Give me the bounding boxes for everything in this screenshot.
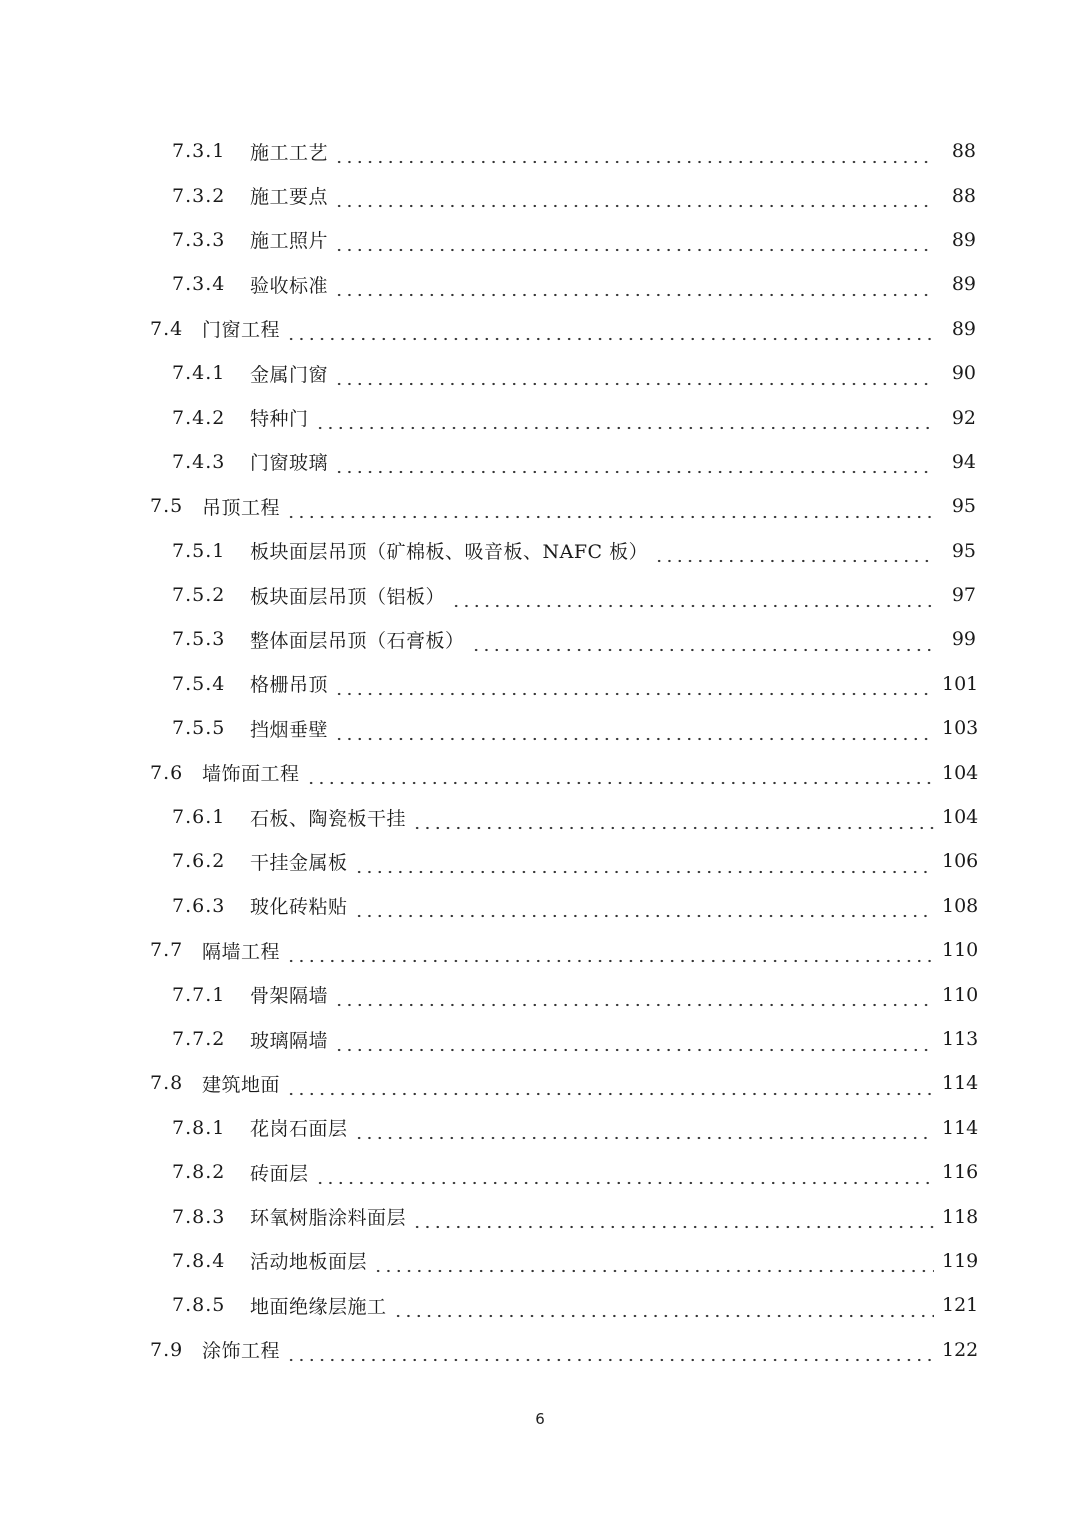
toc-entry[interactable] — [0, 307, 1080, 351]
toc-entry[interactable] — [0, 706, 1080, 750]
toc-entry-title: 金属门窗 — [250, 363, 329, 386]
toc-dot-leader — [334, 455, 934, 474]
toc-entry-number: 7.4.1 — [172, 362, 226, 385]
toc-entry-page: 114 — [942, 1116, 979, 1139]
toc-entry[interactable] — [0, 839, 1080, 883]
toc-entry-number: 7.9 — [150, 1338, 184, 1361]
toc-entry-number: 7.8.2 — [172, 1161, 226, 1184]
toc-dot-leader — [334, 278, 934, 297]
toc-dot-leader — [451, 589, 934, 608]
toc-dot-leader — [334, 677, 934, 696]
toc-dot-leader — [334, 189, 934, 208]
toc-entry-number: 7.6 — [150, 761, 184, 784]
toc-entry-page: 88 — [951, 140, 976, 163]
toc-entry[interactable] — [0, 1061, 1080, 1105]
toc-entry-title: 整体面层吊顶（石膏板） — [250, 629, 465, 652]
toc-entry-title: 玻化砖粘贴 — [250, 896, 348, 919]
toc-dot-leader — [334, 988, 934, 1007]
toc-entry[interactable] — [0, 1150, 1080, 1194]
toc-entry-page: 104 — [942, 761, 979, 784]
toc-entry-number: 7.5.4 — [172, 672, 226, 695]
toc-entry[interactable] — [0, 1017, 1080, 1061]
toc-entry-number: 7.3.3 — [172, 228, 226, 251]
toc-entry[interactable] — [0, 662, 1080, 706]
page-number: 6 — [535, 1410, 545, 1428]
toc-entry-number: 7.4.3 — [172, 450, 226, 473]
toc-entry[interactable] — [0, 395, 1080, 439]
table-of-contents — [0, 129, 1080, 1372]
toc-entry[interactable] — [0, 1106, 1080, 1150]
toc-entry-page: 95 — [951, 539, 976, 562]
toc-entry-number: 7.5.3 — [172, 628, 226, 651]
toc-dot-leader — [306, 766, 934, 785]
toc-entry-page: 121 — [942, 1294, 979, 1317]
toc-entry-page: 90 — [951, 362, 976, 385]
toc-entry-page: 103 — [942, 717, 979, 740]
toc-dot-leader — [412, 1210, 934, 1229]
toc-entry-number: 7.5.2 — [172, 584, 226, 607]
toc-entry[interactable] — [0, 928, 1080, 972]
toc-entry[interactable] — [0, 440, 1080, 484]
toc-entry-number: 7.8.1 — [172, 1116, 226, 1139]
toc-entry-title: 砖面层 — [250, 1162, 309, 1185]
toc-entry[interactable] — [0, 1239, 1080, 1283]
toc-dot-leader — [315, 1166, 934, 1185]
toc-entry-title: 活动地板面层 — [250, 1251, 368, 1274]
toc-entry-number: 7.8.3 — [172, 1205, 226, 1228]
toc-entry[interactable] — [0, 173, 1080, 217]
toc-entry-page: 113 — [942, 1028, 979, 1050]
toc-dot-leader — [654, 544, 934, 563]
toc-entry[interactable] — [0, 617, 1080, 661]
toc-dot-leader — [334, 722, 934, 741]
toc-dot-leader — [471, 633, 934, 652]
toc-dot-leader — [412, 811, 934, 830]
toc-entry-title: 地面绝缘层施工 — [250, 1295, 387, 1318]
toc-dot-leader — [334, 145, 934, 164]
toc-entry-number: 7.5.5 — [172, 717, 226, 740]
toc-entry-number: 7.5 — [150, 495, 184, 518]
toc-dot-leader — [354, 855, 934, 874]
toc-dot-leader — [393, 1299, 934, 1318]
toc-entry-title: 涂饰工程 — [202, 1340, 281, 1363]
toc-dot-leader — [286, 500, 934, 519]
toc-entry-title: 格栅吊顶 — [250, 674, 329, 697]
toc-entry[interactable] — [0, 262, 1080, 306]
toc-dot-leader — [286, 1343, 934, 1362]
toc-dot-leader — [334, 367, 934, 386]
toc-entry-title: 门窗玻璃 — [250, 452, 329, 475]
toc-dot-leader — [315, 411, 934, 430]
toc-entry[interactable] — [0, 795, 1080, 839]
toc-dot-leader — [286, 322, 934, 341]
toc-dot-leader — [354, 1121, 934, 1140]
toc-entry-page: 89 — [951, 273, 976, 296]
toc-entry-title: 骨架隔墙 — [250, 985, 329, 1008]
toc-entry-page: 106 — [942, 850, 979, 873]
toc-entry-number: 7.4 — [150, 317, 184, 340]
toc-entry-number: 7.3.2 — [172, 184, 226, 207]
toc-entry[interactable] — [0, 218, 1080, 262]
toc-dot-leader — [334, 233, 934, 252]
toc-entry-page: 110 — [942, 939, 979, 962]
toc-entry-title: 板块面层吊顶（矿棉板、吸音板、NAFC 板） — [250, 541, 649, 564]
toc-entry-number: 7.6.1 — [172, 806, 226, 829]
toc-entry-page: 92 — [951, 406, 976, 429]
toc-entry-page: 122 — [942, 1338, 979, 1361]
toc-entry-title: 隔墙工程 — [202, 940, 281, 963]
toc-entry-title: 墙饰面工程 — [202, 763, 300, 786]
toc-entry-page: 101 — [942, 672, 979, 695]
toc-entry-number: 7.6.3 — [172, 894, 226, 917]
toc-entry-page: 94 — [951, 450, 976, 473]
toc-entry-number: 7.7.2 — [172, 1028, 226, 1050]
toc-entry-page: 114 — [942, 1072, 979, 1095]
toc-entry-title: 干挂金属板 — [250, 851, 348, 874]
toc-entry[interactable] — [0, 1194, 1080, 1238]
toc-entry-title: 施工照片 — [250, 230, 329, 253]
toc-entry-number: 7.8.5 — [172, 1294, 226, 1317]
toc-entry[interactable] — [0, 972, 1080, 1016]
toc-entry-title: 施工要点 — [250, 186, 329, 209]
toc-entry-title: 环氧树脂涂料面层 — [250, 1207, 407, 1230]
toc-entry-page: 108 — [942, 894, 979, 917]
toc-entry-number: 7.8 — [150, 1072, 184, 1095]
toc-entry-number: 7.7 — [150, 939, 184, 962]
toc-entry-number: 7.7.1 — [172, 983, 226, 1006]
toc-entry-title: 门窗工程 — [202, 319, 281, 342]
toc-entry-page: 118 — [942, 1205, 979, 1228]
toc-entry-title: 挡烟垂壁 — [250, 718, 329, 741]
toc-dot-leader — [334, 1033, 934, 1052]
toc-entry-page: 99 — [951, 628, 976, 651]
toc-entry-title: 建筑地面 — [202, 1073, 281, 1096]
toc-entry[interactable] — [0, 529, 1080, 573]
toc-entry[interactable] — [0, 1283, 1080, 1327]
toc-entry-number: 7.5.1 — [172, 539, 226, 562]
toc-entry-page: 95 — [951, 495, 976, 518]
toc-entry-title: 吊顶工程 — [202, 496, 281, 519]
toc-entry-title: 花岗石面层 — [250, 1118, 348, 1141]
toc-entry-number: 7.3.4 — [172, 273, 226, 296]
toc-entry-title: 特种门 — [250, 408, 309, 431]
toc-dot-leader — [354, 899, 934, 918]
toc-entry-title: 施工工艺 — [250, 141, 329, 164]
toc-dot-leader — [373, 1254, 934, 1273]
toc-entry-page: 116 — [942, 1161, 979, 1184]
toc-entry-page: 104 — [942, 806, 979, 829]
toc-entry-page: 89 — [951, 228, 976, 251]
toc-entry[interactable] — [0, 884, 1080, 928]
toc-entry[interactable] — [0, 351, 1080, 395]
toc-entry-number: 7.3.1 — [172, 140, 226, 163]
toc-entry-page: 97 — [951, 584, 976, 607]
toc-dot-leader — [286, 1077, 934, 1096]
toc-entry-title: 板块面层吊顶（铝板） — [250, 585, 446, 608]
toc-entry-number: 7.8.4 — [172, 1249, 226, 1272]
toc-entry-page: 119 — [942, 1249, 979, 1272]
toc-entry-number: 7.6.2 — [172, 850, 226, 873]
toc-dot-leader — [286, 944, 934, 963]
toc-entry-page: 110 — [942, 983, 979, 1006]
toc-entry-title: 玻璃隔墙 — [250, 1029, 329, 1052]
toc-entry-title: 石板、陶瓷板干挂 — [250, 807, 407, 830]
toc-entry-number: 7.4.2 — [172, 406, 226, 429]
toc-entry-title: 验收标准 — [250, 274, 329, 297]
toc-entry[interactable] — [0, 129, 1080, 173]
toc-entry[interactable] — [0, 750, 1080, 794]
toc-entry-page: 88 — [951, 184, 976, 207]
toc-entry[interactable] — [0, 573, 1080, 617]
toc-entry-page: 89 — [951, 317, 976, 340]
toc-entry[interactable] — [0, 484, 1080, 528]
toc-entry[interactable] — [0, 1328, 1080, 1372]
